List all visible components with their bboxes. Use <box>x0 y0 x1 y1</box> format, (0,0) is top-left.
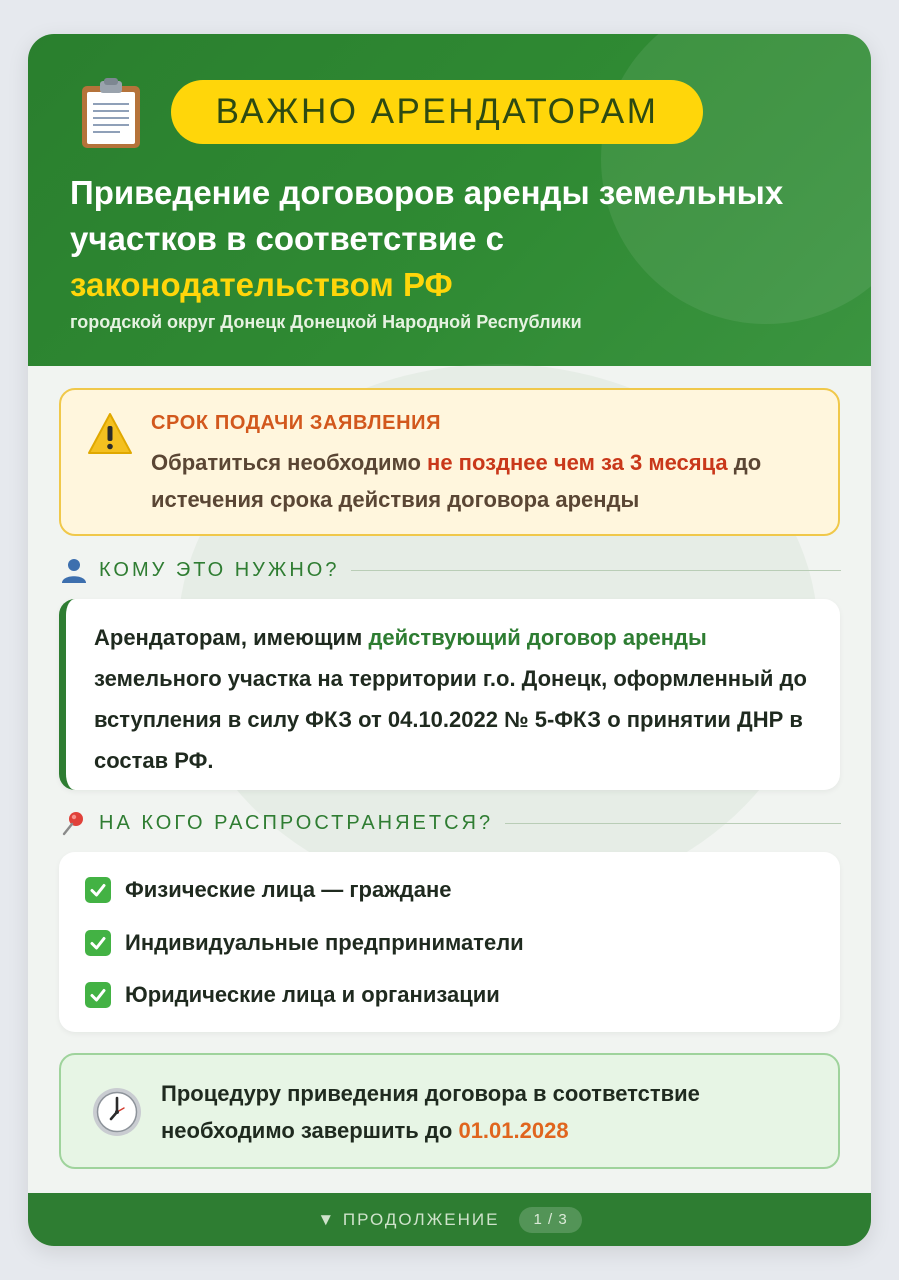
continue-label[interactable]: ▼ ПРОДОЛЖЕНИЕ <box>317 1209 500 1229</box>
person-icon <box>61 557 87 583</box>
deadline-text <box>161 1075 821 1149</box>
title-highlight: законодательством РФ <box>70 266 453 303</box>
title-text: Приведение договоров аренды земельных участков в соответствие с <box>70 174 784 257</box>
deadline-date: 01.01.2028 <box>458 1118 569 1143</box>
divider-line <box>351 570 841 571</box>
announcement-card <box>28 34 871 1246</box>
deadline-text-start: Процедуру приведения договора в соответствие необходимо завершить до <box>161 1081 700 1143</box>
deadline-warning-box <box>59 388 840 536</box>
warning-text-start: Обратиться необходимо <box>151 450 428 475</box>
divider-line <box>505 823 841 824</box>
eligibility-text-end: земельного участка на территории г.о. Донецк, оформленный до вступления в силу ФКЗ от 04.10.2022 № 5-ФКЗ о принятии ДНР в состав РФ. <box>94 666 807 773</box>
page-subtitle: городской округ Донецк Донецкой Народной Республики <box>70 312 582 332</box>
warning-text <box>151 444 831 518</box>
applies-list-card <box>59 852 840 1032</box>
important-badge: ВАЖНО АРЕНДАТОРАМ <box>171 80 703 144</box>
section-header-who <box>61 556 841 584</box>
header <box>28 34 871 366</box>
section-header-applies <box>61 809 841 837</box>
completion-deadline-box <box>59 1053 840 1169</box>
clock-icon <box>91 1086 143 1138</box>
list-item <box>85 875 452 905</box>
pushpin-icon <box>61 810 87 836</box>
checkmark-icon <box>85 930 111 956</box>
section-label-who: КОМУ ЭТО НУЖНО? <box>99 558 340 581</box>
page-indicator: 1 / 3 <box>519 1207 581 1233</box>
eligibility-text <box>94 617 824 781</box>
footer-bar <box>28 1193 871 1246</box>
checkmark-icon <box>85 982 111 1008</box>
clipboard-icon <box>80 78 142 150</box>
warning-title: СРОК ПОДАЧИ ЗАЯВЛЕНИЯ <box>151 412 442 434</box>
list-item-label: Физические лица — граждане <box>125 877 452 902</box>
warning-icon <box>87 412 133 456</box>
page-title <box>70 170 790 308</box>
eligibility-text-start: Арендаторам, имеющим <box>94 625 369 650</box>
checkmark-icon <box>85 877 111 903</box>
list-item-label: Юридические лица и организации <box>125 982 500 1007</box>
eligibility-text-highlight: действующий договор аренды <box>368 625 707 650</box>
list-item-label: Индивидуальные предприниматели <box>125 930 524 955</box>
list-item <box>85 980 500 1010</box>
warning-text-end: до истечения срока действия договора аренды <box>151 450 762 512</box>
eligibility-card <box>59 599 840 790</box>
list-item <box>85 928 524 958</box>
warning-text-highlight: не позднее чем за 3 месяца <box>427 450 728 475</box>
section-label-applies: НА КОГО РАСПРОСТРАНЯЕТСЯ? <box>99 811 494 834</box>
